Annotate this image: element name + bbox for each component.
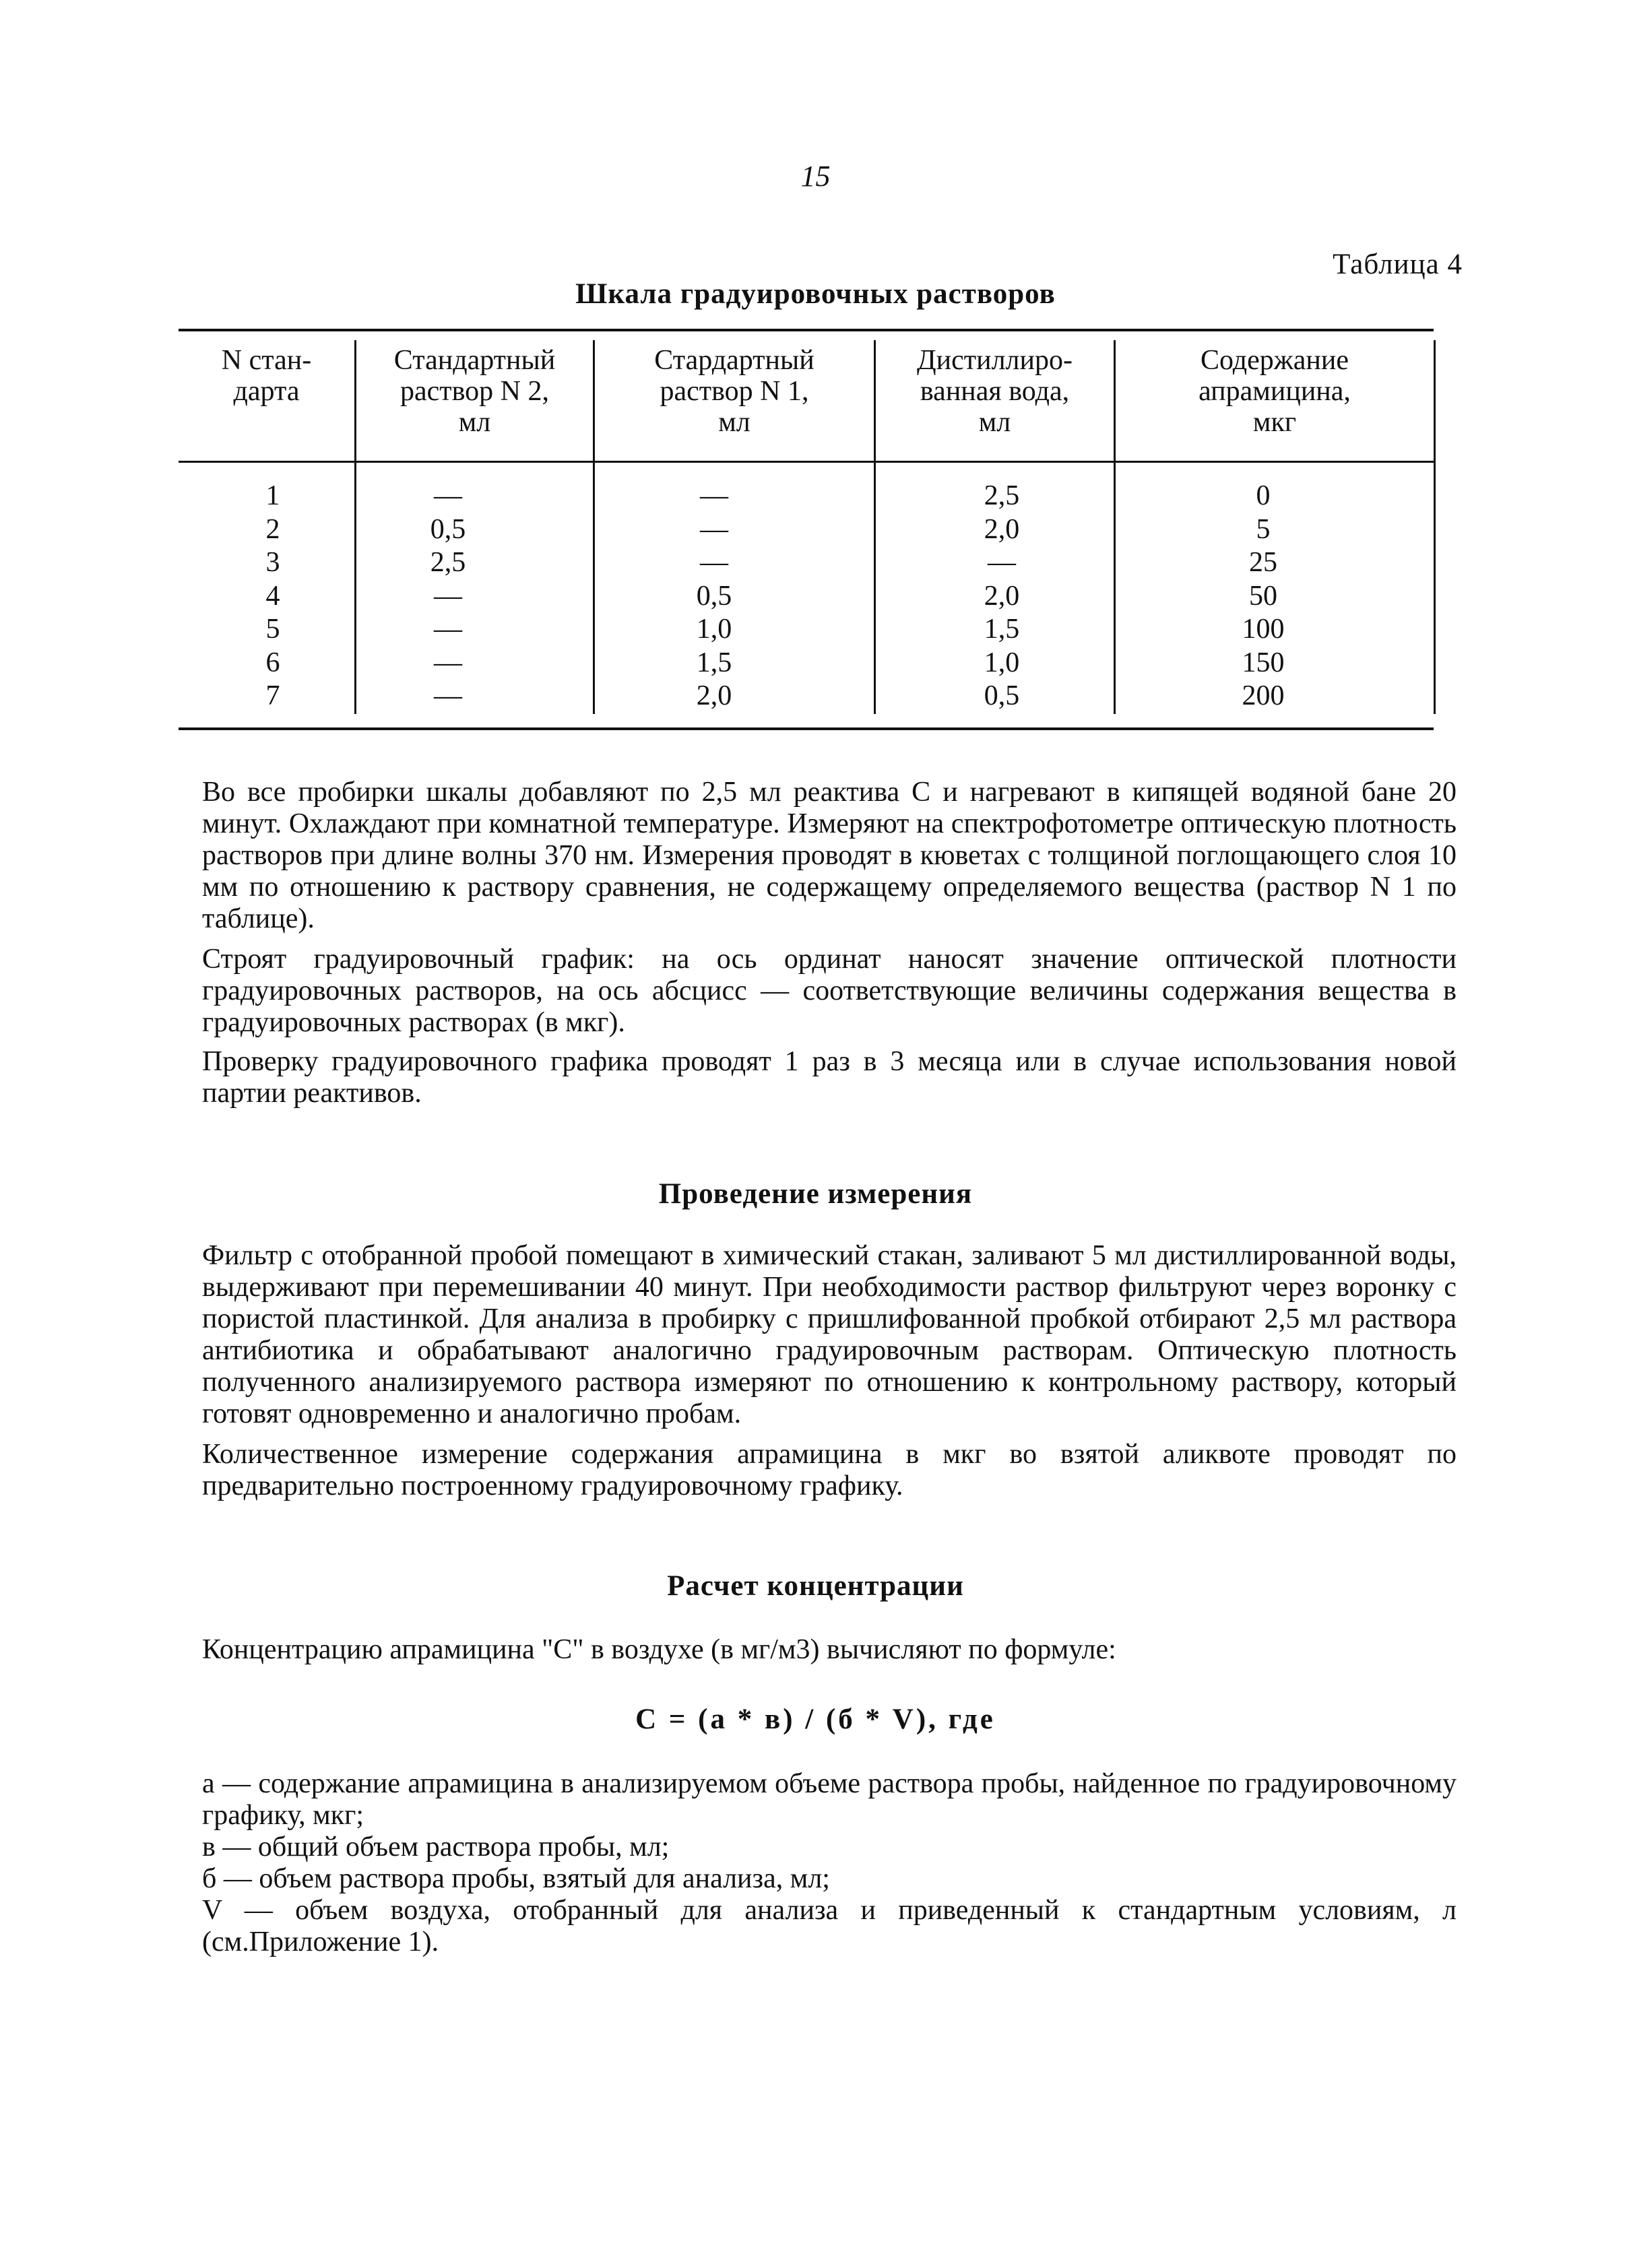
- table-cell: 2,0: [984, 513, 1020, 545]
- table-cell: 1,5: [984, 614, 1020, 645]
- table-cell: 2,5: [984, 480, 1020, 511]
- column-standard-number: [236, 480, 310, 713]
- table-cell: 0,5: [430, 513, 466, 545]
- table-top-rule: [179, 329, 1434, 331]
- table-cell: —: [700, 547, 728, 578]
- paragraph-quantitative: Количественное измерение содержания апрамицина в мкг во взятой аликвоте проводят по предварительно построенному градуировочному графику.: [202, 1439, 1457, 1501]
- column-distilled-water: [951, 480, 1052, 713]
- column-standard-solution-2: [397, 480, 499, 713]
- paragraph-formula-intro: Концентрацию апрамицина "С" в воздухе (в мг/м3) вычисляют по формуле:: [202, 1634, 1116, 1665]
- table-cell: 0,5: [696, 580, 732, 612]
- table-cell: —: [434, 580, 462, 612]
- page-number: 15: [800, 160, 831, 193]
- table-cell: 6: [265, 647, 280, 678]
- legend-item: б — объем раствора пробы, взятый для анализа, мл;: [202, 1863, 830, 1894]
- header-distilled-water: Дистиллиро- ванная вода, мл: [917, 345, 1073, 438]
- header-apramycin-content: Содержание апрамицина, мкг: [1198, 345, 1351, 438]
- table-label: Таблица 4: [1333, 249, 1463, 280]
- table-header-rule: [179, 461, 1434, 463]
- table-cell: 150: [1242, 647, 1285, 678]
- table-cell: 1,0: [984, 647, 1020, 678]
- table-cell: 2: [265, 513, 280, 545]
- header-standard-solution-2: Стандартный раствор N 2, мл: [393, 345, 556, 438]
- section-title-calculation: Расчет концентрации: [667, 1570, 964, 1602]
- legend-item: V — объем воздуха, отобранный для анализа и приведенный к стандартным условиям, л (см.Приложение 1).: [202, 1895, 1457, 1957]
- table-cell: —: [434, 614, 462, 645]
- table-cell: 0,5: [984, 680, 1020, 711]
- table-cell: 1,5: [696, 647, 732, 678]
- table-bottom-rule: [179, 727, 1434, 730]
- table-cell: 5: [1256, 513, 1271, 545]
- table-cell: 200: [1242, 680, 1285, 711]
- table-cell: —: [434, 647, 462, 678]
- table-cell: —: [434, 480, 462, 511]
- column-standard-solution-1: [664, 480, 765, 713]
- table-cell: 1: [265, 480, 280, 511]
- table-cell: 3: [265, 547, 280, 578]
- table-cell: 1,0: [696, 614, 732, 645]
- legend-item: в — общий объем раствора пробы, мл;: [202, 1832, 670, 1862]
- column-apramycin-content: [1213, 480, 1314, 713]
- column-divider: [1434, 340, 1436, 714]
- table-cell: 2,0: [984, 580, 1020, 612]
- table-cell: —: [700, 480, 728, 511]
- header-standard-solution-1: Стардартный раствор N 1, мл: [654, 345, 814, 438]
- table-cell: —: [434, 680, 462, 711]
- table-cell: 2,0: [696, 680, 732, 711]
- table-cell: 5: [265, 614, 280, 645]
- table-cell: —: [700, 513, 728, 545]
- table-cell: —: [988, 547, 1016, 578]
- paragraph-graph-check: Проверку градуировочного графика проводят 1 раз в 3 месяца или в случае использования новой партии реактивов.: [202, 1046, 1457, 1109]
- header-standard-number: N стан- дарта: [221, 345, 312, 407]
- table-cell: 7: [265, 680, 280, 711]
- paragraph-measurement: Фильтр с отобранной пробой помещают в химический стакан, заливают 5 мл дистиллированной воды, выдерживают при перемешивании 40 минут. При необходимости раствор фильтруют через воронку с пористой пластинкой. Для анализа в пробирку с пришлифованной пробкой отбирают 2,5 мл раствора антибиотика и обрабатывают аналогично градуировочным растворам. Оптическую плотность полученного анализируемого раствора измеряют по отношению к контрольному раствору, который готовят одновременно и аналогично пробам.: [202, 1240, 1457, 1429]
- formula: С = (а * в) / (б * V), где: [635, 1704, 996, 1735]
- table-cell: 100: [1242, 614, 1285, 645]
- formula-legend: [202, 1768, 1457, 1958]
- paragraph-procedure: Во все пробирки шкалы добавляют по 2,5 мл реактива С и нагревают в кипящей водяной бане 20 минут. Охлаждают при комнатной температуре. Измеряют на спектрофотометре оптическую плотность растворов при длине волны 370 нм. Измерения проводят в кюветах с толщиной поглощающего слоя 10 мм по отношению к раствору сравнения, не содержащему определяемого вещества (раствор N 1 по таблице).: [202, 777, 1457, 934]
- table-cell: 0: [1256, 480, 1271, 511]
- table-cell: 4: [265, 580, 280, 612]
- table-caption: Шкала градуировочных растворов: [575, 278, 1056, 310]
- legend-item: а — содержание апрамицина в анализируемом объеме раствора пробы, найденное по градуировочному графику, мкг;: [202, 1768, 1457, 1831]
- table-cell: 50: [1249, 580, 1277, 612]
- table-cell: 2,5: [430, 547, 466, 578]
- table-cell: 25: [1249, 547, 1277, 578]
- paragraph-calibration-graph: Строят градуировочный график: на ось ординат наносят значение оптической плотности градуировочных растворов, на ось абсцисс — соответствующие величины содержания вещества в градуировочных растворах (в мкг).: [202, 944, 1457, 1038]
- section-title-measurement: Проведение измерения: [658, 1178, 973, 1210]
